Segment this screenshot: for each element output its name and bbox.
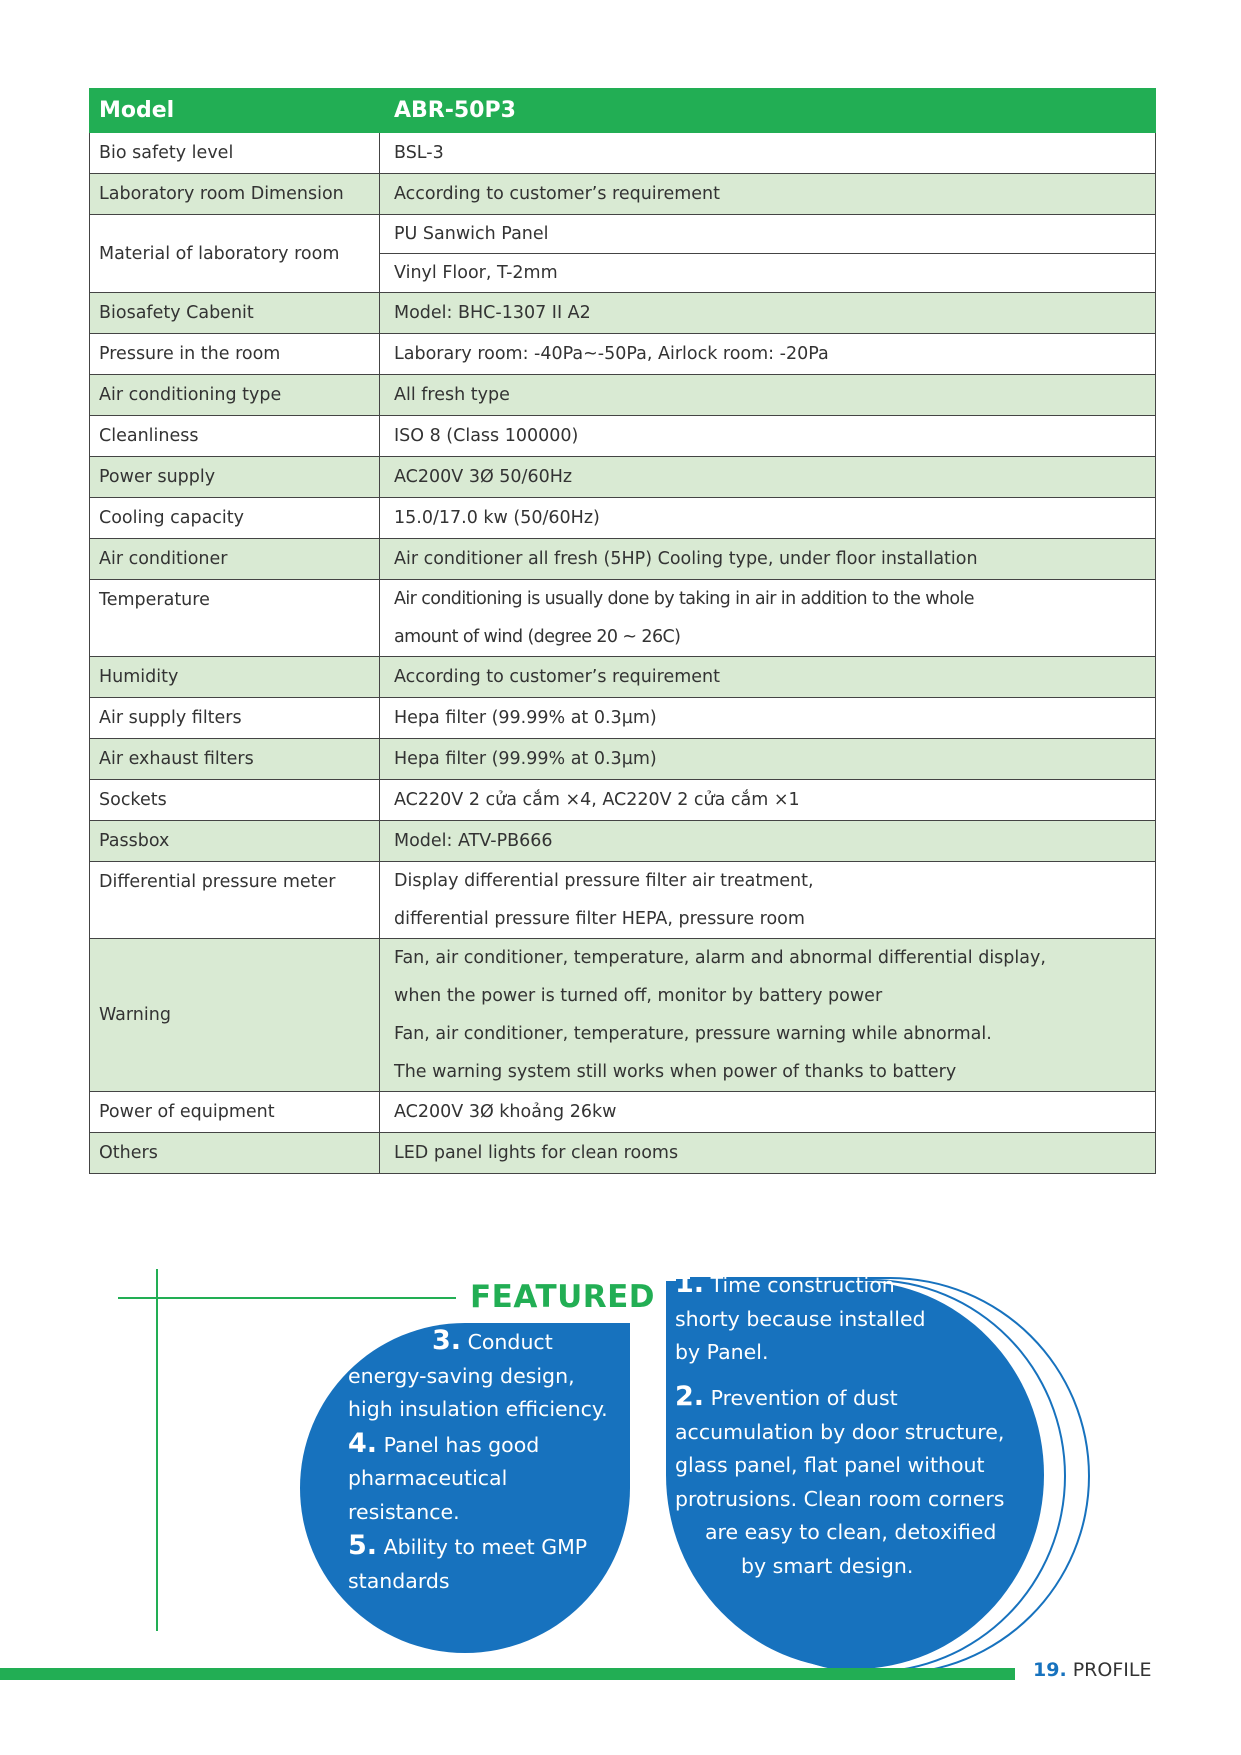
spec-value: Model: BHC-1307 II A2 — [380, 293, 1156, 334]
header-model-value: ABR-50P3 — [380, 89, 1156, 133]
featured-item-1 — [675, 1267, 926, 1370]
spec-value: Air conditioner all fresh (5HP) Cooling type, under floor installation — [380, 539, 1156, 580]
spec-value-line: amount of wind (degree 20 ~ 26C) — [394, 627, 681, 647]
spec-value: Hepa filter (99.99% at 0.3µm) — [380, 739, 1156, 780]
spec-value-line: Display differential pressure filter air treatment, — [394, 871, 814, 891]
footer-bar — [0, 1668, 1015, 1680]
spec-label: Biosafety Cabenit — [90, 293, 380, 334]
featured-item-2-line: protrusions. Clean room corners — [675, 1486, 1005, 1511]
spec-label: Air exhaust filters — [90, 739, 380, 780]
featured-vertical-rule — [156, 1269, 158, 1631]
featured-item-3-line: Conduct — [467, 1330, 553, 1354]
featured-item-1-number: 1. — [675, 1268, 705, 1299]
spec-label: Passbox — [90, 821, 380, 862]
table-row — [90, 1092, 1156, 1133]
spec-label: Warning — [90, 939, 380, 1092]
spec-label: Bio safety level — [90, 133, 380, 174]
table-row — [90, 1133, 1156, 1174]
featured-item-2-line: accumulation by door structure, — [675, 1419, 1005, 1444]
spec-value — [380, 939, 1156, 1092]
spec-label: Pressure in the room — [90, 334, 380, 375]
spec-label: Cleanliness — [90, 416, 380, 457]
table-row — [90, 862, 1156, 939]
spec-value: BSL-3 — [380, 133, 1156, 174]
table-body — [90, 133, 1156, 1174]
table-row — [90, 939, 1156, 1092]
table-row — [90, 133, 1156, 174]
spec-label: Air supply filters — [90, 698, 380, 739]
featured-title: FEATURED — [470, 1279, 656, 1315]
spec-value-line: Air conditioning is usually done by taking in air in addition to the whole — [394, 589, 974, 609]
spec-value-line: Fan, air conditioner, temperature, pressure warning while abnormal. — [394, 1024, 992, 1044]
featured-item-4-line: pharmaceutical — [348, 1466, 508, 1490]
spec-label: Humidity — [90, 657, 380, 698]
spec-value-line: when the power is turned off, monitor by battery power — [394, 986, 883, 1006]
spec-value — [380, 215, 1156, 293]
featured-item-2-line: by smart design. — [741, 1553, 914, 1578]
spec-label: Air conditioning type — [90, 375, 380, 416]
table-header-row — [90, 89, 1156, 133]
table-row — [90, 375, 1156, 416]
spec-label: Temperature — [90, 580, 380, 657]
featured-item-2-line: are easy to clean, detoxified — [705, 1520, 997, 1544]
featured-item-2-number: 2. — [675, 1381, 705, 1412]
featured-horizontal-rule — [118, 1297, 456, 1299]
featured-item-5-number: 5. — [348, 1530, 378, 1561]
featured-item-3-line: high insulation efficiency. — [348, 1397, 608, 1421]
spec-value: According to customer’s requirement — [380, 657, 1156, 698]
spec-label: Power of equipment — [90, 1092, 380, 1133]
featured-item-5-line: Ability to meet GMP — [383, 1535, 588, 1559]
spec-value-line: PU Sanwich Panel — [380, 215, 1155, 254]
page-footer — [1033, 1659, 1151, 1681]
table-row — [90, 416, 1156, 457]
spec-value-line: Fan, air conditioner, temperature, alarm and abnormal differential display, — [394, 948, 1046, 968]
table-row — [90, 293, 1156, 334]
spec-label: Others — [90, 1133, 380, 1174]
spec-value: AC200V 3Ø khoảng 26kw — [380, 1092, 1156, 1133]
spec-label: Cooling capacity — [90, 498, 380, 539]
featured-items-3-5 — [348, 1324, 608, 1598]
page-number: 19. — [1033, 1659, 1067, 1681]
spec-label: Laboratory room Dimension — [90, 174, 380, 215]
table-row — [90, 174, 1156, 215]
featured-item-3-line: energy-saving design, — [348, 1363, 575, 1388]
featured-item-1-line: Time construction — [710, 1273, 895, 1297]
featured-item-2-line: Prevention of dust — [710, 1386, 898, 1410]
spec-value-line: differential pressure filter HEPA, pressure room — [394, 909, 805, 929]
spec-label: Sockets — [90, 780, 380, 821]
table-row — [90, 498, 1156, 539]
featured-item-4-line: resistance. — [348, 1499, 460, 1524]
spec-value — [380, 862, 1156, 939]
spec-value: AC220V 2 cửa cắm ×4, AC220V 2 cửa cắm ×1 — [380, 780, 1156, 821]
spec-value: All fresh type — [380, 375, 1156, 416]
spec-value-line: The warning system still works when power of thanks to battery — [394, 1062, 957, 1082]
spec-label: Power supply — [90, 457, 380, 498]
table-row — [90, 821, 1156, 862]
spec-value: 15.0/17.0 kw (50/60Hz) — [380, 498, 1156, 539]
spec-value: ISO 8 (Class 100000) — [380, 416, 1156, 457]
featured-item-4-number: 4. — [348, 1427, 378, 1459]
table-row — [90, 580, 1156, 657]
table-row — [90, 457, 1156, 498]
footer-label: PROFILE — [1072, 1659, 1152, 1681]
spec-value: Hepa filter (99.99% at 0.3µm) — [380, 698, 1156, 739]
spec-value: Model: ATV-PB666 — [380, 821, 1156, 862]
featured-item-2 — [675, 1380, 1004, 1583]
spec-value: AC200V 3Ø 50/60Hz — [380, 457, 1156, 498]
spec-value: LED panel lights for clean rooms — [380, 1133, 1156, 1174]
spec-value — [380, 580, 1156, 657]
table-row — [90, 215, 1156, 293]
table-row — [90, 539, 1156, 580]
table-row — [90, 334, 1156, 375]
featured-item-3-number: 3. — [432, 1325, 462, 1356]
table-row — [90, 780, 1156, 821]
featured-item-4-line: Panel has good — [383, 1432, 540, 1457]
spec-label: Air conditioner — [90, 539, 380, 580]
featured-item-1-line: by Panel. — [675, 1340, 769, 1364]
spec-label: Material of laboratory room — [90, 215, 380, 293]
header-model-label: Model — [90, 89, 380, 133]
spec-table — [89, 88, 1156, 1174]
spec-label: Differential pressure meter — [90, 862, 380, 939]
spec-value: Laborary room: -40Pa~-50Pa, Airlock room: -20Pa — [380, 334, 1156, 375]
featured-item-2-line: glass panel, flat panel without — [675, 1453, 985, 1477]
table-row — [90, 698, 1156, 739]
spec-value-line: Vinyl Floor, T-2mm — [394, 263, 558, 283]
featured-item-5-line: standards — [348, 1568, 450, 1593]
table-row — [90, 739, 1156, 780]
table-row — [90, 657, 1156, 698]
featured-item-1-line: shorty because installed — [675, 1306, 926, 1331]
spec-value: According to customer’s requirement — [380, 174, 1156, 215]
